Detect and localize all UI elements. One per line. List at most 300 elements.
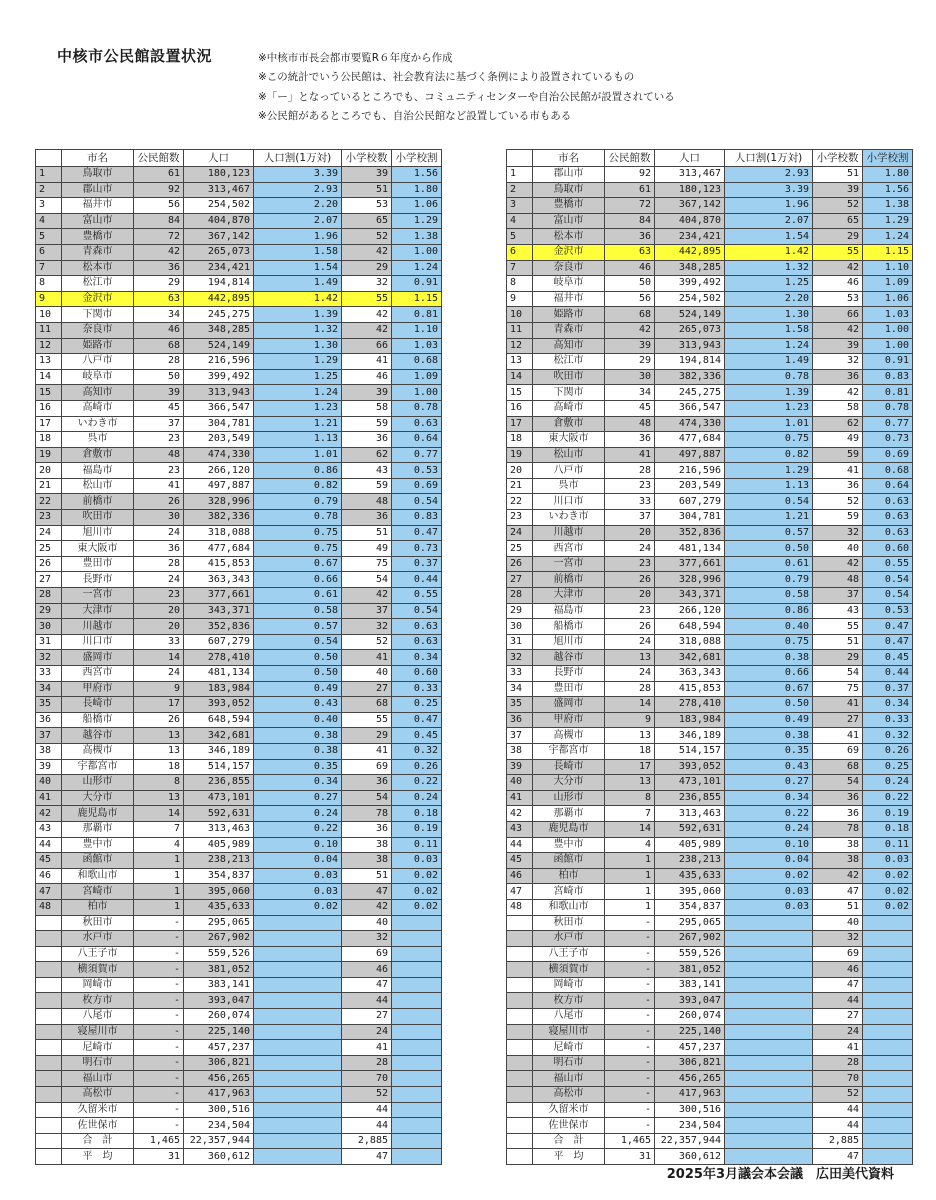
school-count-cell: 2,885 xyxy=(813,1133,863,1149)
population-cell: 216,596 xyxy=(184,354,254,370)
school-count-cell: 46 xyxy=(813,962,863,978)
table-row xyxy=(36,307,442,323)
per-school-cell: 1.03 xyxy=(392,338,442,354)
kominkan-count-cell: - xyxy=(605,962,655,978)
kominkan-count-cell: 26 xyxy=(605,619,655,635)
kominkan-count-cell: 28 xyxy=(134,556,184,572)
school-count-cell: 42 xyxy=(342,244,392,260)
table-row xyxy=(507,556,913,572)
rank-cell: 36 xyxy=(36,712,62,728)
school-count-cell: 42 xyxy=(813,385,863,401)
city-name-cell: 甲府市 xyxy=(62,681,134,697)
per-10k-cell: 0.04 xyxy=(254,853,342,869)
per-school-cell: 1.00 xyxy=(392,244,442,260)
per-school-cell: 0.11 xyxy=(863,837,913,853)
city-name-cell: 八王子市 xyxy=(533,946,605,962)
city-name-cell: 福山市 xyxy=(533,1071,605,1087)
rank-cell: 26 xyxy=(507,556,533,572)
school-count-cell: 29 xyxy=(813,650,863,666)
per-school-cell xyxy=(863,1102,913,1118)
per-10k-cell: 1.58 xyxy=(254,244,342,260)
column-header: 人口 xyxy=(655,150,725,167)
per-10k-cell xyxy=(725,1102,813,1118)
per-10k-cell: 0.22 xyxy=(725,806,813,822)
rank-cell: 34 xyxy=(507,681,533,697)
note-1: ※中核市市長会都市要覧R６年度から作成 xyxy=(258,52,453,64)
population-cell: 366,547 xyxy=(655,400,725,416)
city-name-cell: 佐世保市 xyxy=(533,1118,605,1134)
city-name-cell: 川口市 xyxy=(62,634,134,650)
table-row xyxy=(36,681,442,697)
kominkan-count-cell: 1 xyxy=(605,899,655,915)
per-10k-cell xyxy=(725,1087,813,1103)
kominkan-count-cell: 56 xyxy=(134,198,184,214)
table-row xyxy=(36,993,442,1009)
per-school-cell: 0.34 xyxy=(392,650,442,666)
kominkan-count-cell: 14 xyxy=(605,697,655,713)
school-count-cell: 42 xyxy=(813,868,863,884)
school-count-cell: 69 xyxy=(813,743,863,759)
rank-cell: 40 xyxy=(507,775,533,791)
city-name-cell: 奈良市 xyxy=(62,322,134,338)
city-name-cell: 那覇市 xyxy=(533,806,605,822)
school-count-cell: 44 xyxy=(813,993,863,1009)
kominkan-count-cell: 20 xyxy=(134,603,184,619)
table-row xyxy=(36,432,442,448)
kominkan-count-cell: - xyxy=(605,977,655,993)
population-cell: 342,681 xyxy=(655,650,725,666)
rank-cell: 5 xyxy=(507,229,533,245)
per-10k-cell: 0.75 xyxy=(254,525,342,541)
per-school-cell: 1.03 xyxy=(863,307,913,323)
population-cell: 194,814 xyxy=(184,276,254,292)
school-count-cell: 39 xyxy=(342,385,392,401)
school-count-cell: 55 xyxy=(342,712,392,728)
per-school-cell: 1.00 xyxy=(863,322,913,338)
school-count-cell: 36 xyxy=(813,369,863,385)
city-name-cell: 長崎市 xyxy=(62,697,134,713)
population-cell: 477,684 xyxy=(655,432,725,448)
rank-cell: 28 xyxy=(36,588,62,604)
per-school-cell: 1.38 xyxy=(392,229,442,245)
population-cell: 278,410 xyxy=(184,650,254,666)
rank-cell xyxy=(507,1009,533,1025)
rank-cell: 16 xyxy=(36,400,62,416)
per-school-cell: 0.54 xyxy=(863,572,913,588)
table-row xyxy=(36,650,442,666)
rank-cell xyxy=(36,1149,62,1165)
kominkan-count-cell: 24 xyxy=(134,666,184,682)
population-cell: 313,943 xyxy=(655,338,725,354)
table-row xyxy=(507,198,913,214)
table-row xyxy=(507,494,913,510)
per-10k-cell: 0.61 xyxy=(254,588,342,604)
table-row xyxy=(36,759,442,775)
population-cell: 354,837 xyxy=(184,868,254,884)
rank-cell: 39 xyxy=(36,759,62,775)
per-10k-cell: 0.57 xyxy=(254,619,342,635)
kominkan-count-cell: 45 xyxy=(134,400,184,416)
per-school-cell xyxy=(863,915,913,931)
per-10k-cell: 0.10 xyxy=(725,837,813,853)
kominkan-count-cell: 9 xyxy=(134,681,184,697)
per-school-cell: 1.15 xyxy=(863,244,913,260)
per-school-cell: 0.64 xyxy=(392,432,442,448)
per-10k-cell: 0.03 xyxy=(725,884,813,900)
city-name-cell: 秋田市 xyxy=(62,915,134,931)
per-school-cell: 0.60 xyxy=(863,541,913,557)
rank-cell: 30 xyxy=(507,619,533,635)
city-name-cell: 合 計 xyxy=(62,1133,134,1149)
rank-cell: 34 xyxy=(36,681,62,697)
city-name-cell: 佐世保市 xyxy=(62,1118,134,1134)
per-school-cell: 0.22 xyxy=(863,790,913,806)
table-row xyxy=(36,572,442,588)
population-cell: 417,963 xyxy=(184,1087,254,1103)
population-cell: 265,073 xyxy=(655,322,725,338)
per-school-cell: 0.63 xyxy=(392,619,442,635)
population-cell: 393,052 xyxy=(184,697,254,713)
table-row xyxy=(507,712,913,728)
population-cell: 415,853 xyxy=(655,681,725,697)
kominkan-count-cell: - xyxy=(605,993,655,1009)
per-10k-cell: 0.24 xyxy=(725,821,813,837)
population-cell: 260,074 xyxy=(184,1009,254,1025)
population-cell: 313,463 xyxy=(655,806,725,822)
population-cell: 236,855 xyxy=(184,775,254,791)
kominkan-count-cell: 29 xyxy=(134,276,184,292)
school-count-cell: 59 xyxy=(813,447,863,463)
kominkan-count-cell: - xyxy=(134,931,184,947)
kominkan-count-cell: 14 xyxy=(134,650,184,666)
rank-cell xyxy=(36,915,62,931)
school-count-cell: 49 xyxy=(342,541,392,557)
rank-cell: 14 xyxy=(507,369,533,385)
kominkan-count-cell: 13 xyxy=(605,650,655,666)
city-name-cell: 久留米市 xyxy=(533,1102,605,1118)
population-cell: 300,516 xyxy=(184,1102,254,1118)
per-10k-cell: 1.25 xyxy=(725,276,813,292)
table-row xyxy=(36,260,442,276)
per-school-cell: 1.80 xyxy=(863,167,913,183)
school-count-cell: 41 xyxy=(813,728,863,744)
per-10k-cell: 0.50 xyxy=(725,697,813,713)
school-count-cell: 29 xyxy=(342,260,392,276)
rank-cell: 38 xyxy=(36,743,62,759)
kominkan-count-cell: 29 xyxy=(605,354,655,370)
table-row xyxy=(507,354,913,370)
school-count-cell: 55 xyxy=(813,619,863,635)
school-count-cell: 65 xyxy=(813,213,863,229)
school-count-cell: 37 xyxy=(342,603,392,619)
school-count-cell: 27 xyxy=(342,681,392,697)
per-10k-cell: 0.40 xyxy=(254,712,342,728)
city-name-cell: 青森市 xyxy=(62,244,134,260)
city-name-cell: 松山市 xyxy=(533,447,605,463)
school-count-cell: 75 xyxy=(342,556,392,572)
rank-cell xyxy=(507,1024,533,1040)
per-school-cell: 0.32 xyxy=(863,728,913,744)
per-school-cell: 0.33 xyxy=(863,712,913,728)
table-row xyxy=(507,837,913,853)
population-cell: 234,504 xyxy=(655,1118,725,1134)
rank-cell: 39 xyxy=(507,759,533,775)
kominkan-count-cell: 1 xyxy=(134,899,184,915)
rank-cell: 1 xyxy=(36,167,62,183)
per-10k-cell: 0.49 xyxy=(254,681,342,697)
per-10k-cell: 0.54 xyxy=(725,494,813,510)
kominkan-count-cell: 46 xyxy=(134,322,184,338)
per-school-cell: 0.19 xyxy=(392,821,442,837)
per-10k-cell xyxy=(254,1118,342,1134)
per-school-cell: 0.53 xyxy=(863,603,913,619)
school-count-cell: 43 xyxy=(342,463,392,479)
table-row xyxy=(507,697,913,713)
per-school-cell xyxy=(863,931,913,947)
per-10k-cell xyxy=(725,1024,813,1040)
kominkan-count-cell: 61 xyxy=(134,167,184,183)
rank-cell xyxy=(507,946,533,962)
population-cell: 393,052 xyxy=(655,759,725,775)
rank-cell: 42 xyxy=(36,806,62,822)
kominkan-count-cell: 24 xyxy=(605,541,655,557)
kominkan-count-cell: - xyxy=(605,1024,655,1040)
city-name-cell: 宇都宮市 xyxy=(62,759,134,775)
school-count-cell: 66 xyxy=(342,338,392,354)
table-row xyxy=(36,977,442,993)
city-name-cell: 松本市 xyxy=(62,260,134,276)
table-row xyxy=(36,837,442,853)
column-header xyxy=(36,150,62,167)
population-cell: 383,141 xyxy=(655,977,725,993)
city-name-cell: 大津市 xyxy=(62,603,134,619)
per-10k-cell: 0.38 xyxy=(725,728,813,744)
table-row xyxy=(507,884,913,900)
per-school-cell: 1.06 xyxy=(863,291,913,307)
rank-cell: 18 xyxy=(507,432,533,448)
city-name-cell: 越谷市 xyxy=(62,728,134,744)
rank-cell: 8 xyxy=(507,276,533,292)
table-row xyxy=(507,666,913,682)
city-name-cell: 盛岡市 xyxy=(62,650,134,666)
school-count-cell: 27 xyxy=(813,712,863,728)
per-school-cell: 0.54 xyxy=(863,588,913,604)
city-name-cell: 豊田市 xyxy=(62,556,134,572)
kominkan-count-cell: 9 xyxy=(605,712,655,728)
population-cell: 295,065 xyxy=(655,915,725,931)
table-row xyxy=(507,447,913,463)
rank-cell: 11 xyxy=(507,322,533,338)
table-row xyxy=(36,868,442,884)
per-10k-cell xyxy=(254,962,342,978)
kominkan-count-cell: - xyxy=(134,1087,184,1103)
table-row xyxy=(507,821,913,837)
table-row xyxy=(36,946,442,962)
per-school-cell: 1.38 xyxy=(863,198,913,214)
per-school-cell xyxy=(392,1071,442,1087)
kominkan-count-cell: 63 xyxy=(134,291,184,307)
population-cell: 254,502 xyxy=(655,291,725,307)
rank-cell xyxy=(507,931,533,947)
city-name-cell: 横須賀市 xyxy=(533,962,605,978)
per-school-cell xyxy=(392,993,442,1009)
city-name-cell: 山形市 xyxy=(62,775,134,791)
city-name-cell: 合 計 xyxy=(533,1133,605,1149)
kominkan-count-cell: 1 xyxy=(605,868,655,884)
city-name-cell: 尼崎市 xyxy=(533,1040,605,1056)
school-count-cell: 40 xyxy=(813,915,863,931)
table-row xyxy=(36,244,442,260)
table-row xyxy=(507,1055,913,1071)
kominkan-count-cell: 18 xyxy=(134,759,184,775)
table-row xyxy=(507,634,913,650)
school-count-cell: 38 xyxy=(813,853,863,869)
per-school-cell: 0.73 xyxy=(863,432,913,448)
per-10k-cell: 0.82 xyxy=(725,447,813,463)
rank-cell xyxy=(36,946,62,962)
school-count-cell: 49 xyxy=(813,432,863,448)
per-10k-cell xyxy=(254,1087,342,1103)
city-name-cell: 松本市 xyxy=(533,229,605,245)
city-name-cell: 函館市 xyxy=(62,853,134,869)
population-cell: 266,120 xyxy=(655,603,725,619)
kominkan-count-cell: 92 xyxy=(134,182,184,198)
rank-cell: 25 xyxy=(507,541,533,557)
population-cell: 352,836 xyxy=(184,619,254,635)
table-row xyxy=(507,541,913,557)
table-row xyxy=(507,728,913,744)
rank-cell: 9 xyxy=(507,291,533,307)
per-school-cell xyxy=(863,1087,913,1103)
per-school-cell: 0.77 xyxy=(392,447,442,463)
school-count-cell: 53 xyxy=(342,198,392,214)
city-name-cell: 川口市 xyxy=(533,494,605,510)
school-count-cell: 32 xyxy=(342,619,392,635)
table-row xyxy=(36,276,442,292)
city-name-cell: 長崎市 xyxy=(533,759,605,775)
rank-cell: 2 xyxy=(507,182,533,198)
population-cell: 404,870 xyxy=(655,213,725,229)
school-count-cell: 58 xyxy=(342,400,392,416)
school-count-cell: 53 xyxy=(813,291,863,307)
per-10k-cell: 0.38 xyxy=(725,650,813,666)
school-count-cell: 70 xyxy=(342,1071,392,1087)
school-count-cell: 39 xyxy=(813,338,863,354)
per-school-cell: 0.03 xyxy=(392,853,442,869)
kominkan-count-cell: 39 xyxy=(605,338,655,354)
population-cell: 592,631 xyxy=(655,821,725,837)
population-cell: 363,343 xyxy=(184,572,254,588)
school-count-cell: 42 xyxy=(813,260,863,276)
rank-cell: 8 xyxy=(36,276,62,292)
left-table-body xyxy=(36,150,442,1165)
school-count-cell: 27 xyxy=(813,1009,863,1025)
population-cell: 382,336 xyxy=(184,510,254,526)
table-row xyxy=(507,478,913,494)
per-10k-cell: 3.39 xyxy=(254,167,342,183)
city-name-cell: 西宮市 xyxy=(533,541,605,557)
table-row xyxy=(36,775,442,791)
rank-cell xyxy=(507,1087,533,1103)
population-cell: 393,047 xyxy=(655,993,725,1009)
population-cell: 342,681 xyxy=(184,728,254,744)
city-name-cell: 倉敷市 xyxy=(533,416,605,432)
per-10k-cell: 1.32 xyxy=(254,322,342,338)
kominkan-count-cell: - xyxy=(134,977,184,993)
population-cell: 318,088 xyxy=(655,634,725,650)
rank-cell: 23 xyxy=(36,510,62,526)
kominkan-count-cell: - xyxy=(605,1040,655,1056)
per-10k-cell: 1.01 xyxy=(254,447,342,463)
population-cell: 300,516 xyxy=(655,1102,725,1118)
kominkan-count-cell: 8 xyxy=(134,775,184,791)
per-school-cell: 0.02 xyxy=(863,868,913,884)
rank-cell: 19 xyxy=(36,447,62,463)
city-name-cell: 豊中市 xyxy=(533,837,605,853)
rank-cell: 31 xyxy=(36,634,62,650)
kominkan-count-cell: 46 xyxy=(605,260,655,276)
table-row xyxy=(36,853,442,869)
per-10k-cell: 0.03 xyxy=(254,884,342,900)
rank-cell: 10 xyxy=(507,307,533,323)
city-name-cell: 鹿児島市 xyxy=(62,806,134,822)
kominkan-count-cell: 20 xyxy=(134,619,184,635)
city-name-cell: 寝屋川市 xyxy=(62,1024,134,1040)
rank-cell xyxy=(507,977,533,993)
population-cell: 417,963 xyxy=(655,1087,725,1103)
table-row xyxy=(36,400,442,416)
per-10k-cell: 1.13 xyxy=(725,478,813,494)
city-name-cell: 吹田市 xyxy=(533,369,605,385)
per-school-cell: 0.44 xyxy=(863,666,913,682)
kominkan-count-cell: - xyxy=(134,946,184,962)
kominkan-count-cell: 37 xyxy=(134,416,184,432)
rank-cell: 15 xyxy=(507,385,533,401)
population-cell: 328,996 xyxy=(655,572,725,588)
population-cell: 473,101 xyxy=(184,790,254,806)
school-count-cell: 48 xyxy=(813,572,863,588)
school-count-cell: 44 xyxy=(342,1102,392,1118)
city-name-cell: 吹田市 xyxy=(62,510,134,526)
per-10k-cell: 0.40 xyxy=(725,619,813,635)
per-10k-cell: 1.21 xyxy=(254,416,342,432)
rank-cell xyxy=(507,962,533,978)
school-count-cell: 44 xyxy=(813,1102,863,1118)
per-school-cell: 1.06 xyxy=(392,198,442,214)
rank-cell: 41 xyxy=(507,790,533,806)
table-row xyxy=(507,369,913,385)
population-cell: 22,357,944 xyxy=(184,1133,254,1149)
kominkan-count-cell: 92 xyxy=(605,167,655,183)
per-10k-cell: 1.54 xyxy=(725,229,813,245)
city-name-cell: 川越市 xyxy=(533,525,605,541)
school-count-cell: 52 xyxy=(813,1087,863,1103)
notes xyxy=(258,49,675,127)
per-10k-cell: 0.34 xyxy=(254,775,342,791)
school-count-cell: 28 xyxy=(342,1055,392,1071)
city-name-cell: 富山市 xyxy=(533,213,605,229)
table-row xyxy=(507,416,913,432)
ranking-by-school-table xyxy=(506,149,913,1165)
kominkan-count-cell: 26 xyxy=(134,494,184,510)
kominkan-count-cell: 24 xyxy=(605,666,655,682)
table-row xyxy=(507,400,913,416)
per-school-cell: 0.54 xyxy=(392,603,442,619)
population-cell: 648,594 xyxy=(184,712,254,728)
school-count-cell: 32 xyxy=(342,276,392,292)
population-cell: 260,074 xyxy=(655,1009,725,1025)
school-count-cell: 39 xyxy=(342,167,392,183)
